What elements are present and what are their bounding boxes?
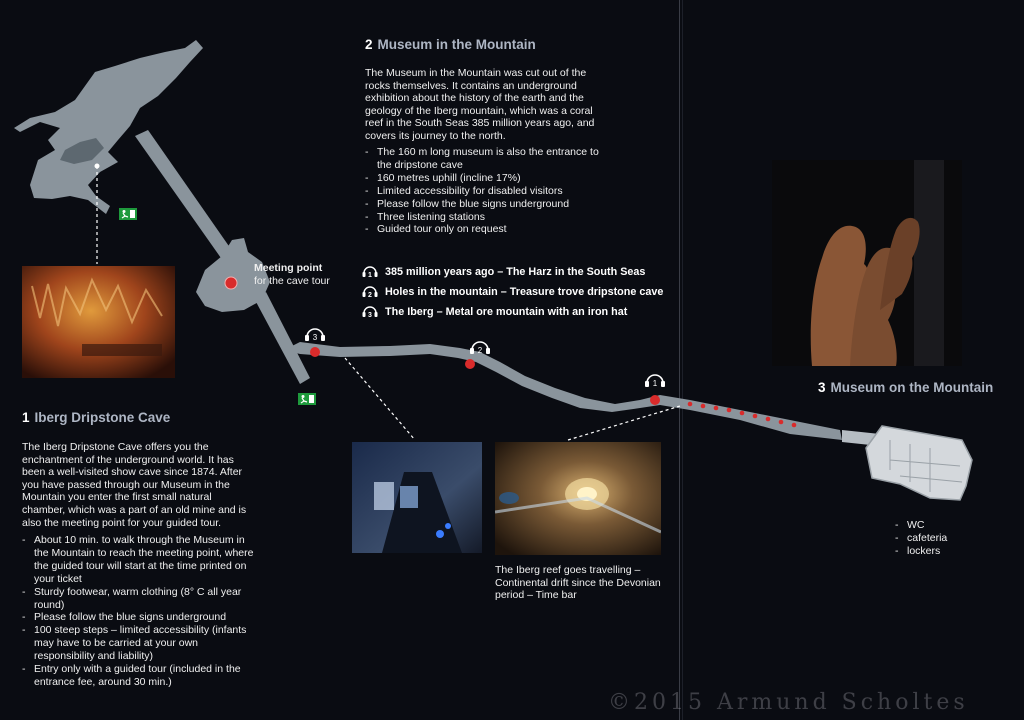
leader-dot: [95, 164, 100, 169]
list-item: - Entry only with a guided tour (included in the entrance fee, around 30 min.): [22, 663, 260, 689]
station-label: Holes in the mountain – Treasure trove dripstone cave: [385, 286, 664, 298]
station-marker-1: [650, 395, 660, 405]
leader-photo-3: [568, 406, 680, 440]
meeting-point-title: Meeting point: [254, 262, 323, 274]
faces-exhibit-photo: [772, 160, 962, 366]
section-1-number: 1: [22, 410, 30, 425]
dripstone-cave-photo: [22, 266, 175, 378]
station-label: The Iberg – Metal ore mountain with an iron hat: [385, 306, 628, 318]
section-2-title: [365, 37, 536, 52]
list-item: - Please follow the blue signs underground: [365, 198, 605, 211]
headphone-icon: [362, 304, 378, 320]
section-2-number: 2: [365, 37, 373, 52]
tunnel-lower: [255, 292, 310, 384]
museum-tunnel-photo: [352, 442, 482, 553]
meeting-point-marker: [225, 277, 237, 289]
section-1-list: [22, 534, 260, 689]
map-station-num-2: 2: [477, 346, 483, 355]
time-bar-tunnel-photo: [495, 442, 661, 555]
list-item: - Three listening stations: [365, 211, 605, 224]
route-dots: [688, 402, 797, 428]
list-item: - lockers: [895, 545, 975, 558]
list-item: - cafeteria: [895, 532, 975, 545]
list-item: - Please follow the blue signs underground: [22, 611, 260, 624]
section-3-title: [818, 380, 993, 395]
headphone-icon: [645, 375, 665, 388]
time-bar-caption: The Iberg reef goes travelling – Continental drift since the Devonian period – Time bar: [495, 564, 661, 602]
exit-sign-icon: [119, 208, 137, 220]
section-2-intro: The Museum in the Mountain was cut out of the rocks themselves. It contains an underground exhibition about the history of the earth and the geology of the Iberg mountain, which was a coral reef in the South Seas 385 million years ago, and covers its journey to the north.: [365, 67, 595, 142]
meeting-point-label: [254, 262, 330, 288]
copyright-watermark: ©2015 Armund Scholtes: [608, 690, 969, 715]
headphone-icon: [305, 329, 325, 342]
svg-text:2: 2: [368, 292, 372, 299]
list-item: - Limited accessibility for disabled visitors: [365, 185, 605, 198]
list-item: - WC: [895, 519, 975, 532]
list-item: - 160 metres uphill (incline 17%): [365, 172, 605, 185]
listening-stations: [362, 262, 663, 322]
svg-text:3: 3: [368, 312, 372, 319]
section-3-title-text: Museum on the Mountain: [830, 380, 994, 395]
section-1-title: [22, 410, 170, 425]
headphone-icon: [470, 342, 490, 355]
map-station-num-3: 3: [312, 333, 318, 342]
section-3-number: 3: [818, 380, 826, 395]
section-2-list: [365, 146, 605, 236]
listening-station-3: [362, 302, 663, 322]
museum-tunnel: [292, 342, 842, 440]
meeting-point-subtitle: for the cave tour: [254, 275, 330, 287]
list-item: - Guided tour only on request: [365, 223, 605, 236]
station-marker-3: [310, 347, 320, 357]
facilities-list: [895, 519, 975, 558]
map-station-num-1: 1: [652, 379, 658, 388]
leader-photo-2: [345, 358, 415, 440]
listening-station-1: [362, 262, 663, 282]
svg-text:1: 1: [368, 272, 372, 279]
list-item: - About 10 min. to walk through the Museum in the Mountain to reach the meeting point, where the guided tour will start at the time printed on your ticket: [22, 534, 260, 586]
list-item: - The 160 m long museum is also the entrance to the dripstone cave: [365, 146, 605, 172]
station-label: 385 million years ago – The Harz in the South Seas: [385, 266, 646, 278]
section-2-title-text: Museum in the Mountain: [377, 37, 536, 52]
list-item: - Sturdy footwear, warm clothing (8° C all year round): [22, 586, 260, 612]
headphone-icon: [362, 264, 378, 280]
exit-sign-icon: [298, 393, 316, 405]
museum-building: [866, 426, 972, 500]
headphone-icon: [362, 284, 378, 300]
section-1-title-text: Iberg Dripstone Cave: [34, 410, 171, 425]
tunnel-upper: [135, 130, 240, 268]
listening-station-2: [362, 282, 663, 302]
list-item: - 100 steep steps – limited accessibility (infants may have to be carried at your own responsibility and liability): [22, 624, 260, 663]
section-1-intro: The Iberg Dripstone Cave offers you the enchantment of the underground world. It has been a well-visited show cave since 1874. After you have passed through our Museum in the Mountain you enter the first small natural chamber, which was a part of an old mine and is also the meeting point for your guided tour.: [22, 441, 247, 529]
station-marker-2: [465, 359, 475, 369]
